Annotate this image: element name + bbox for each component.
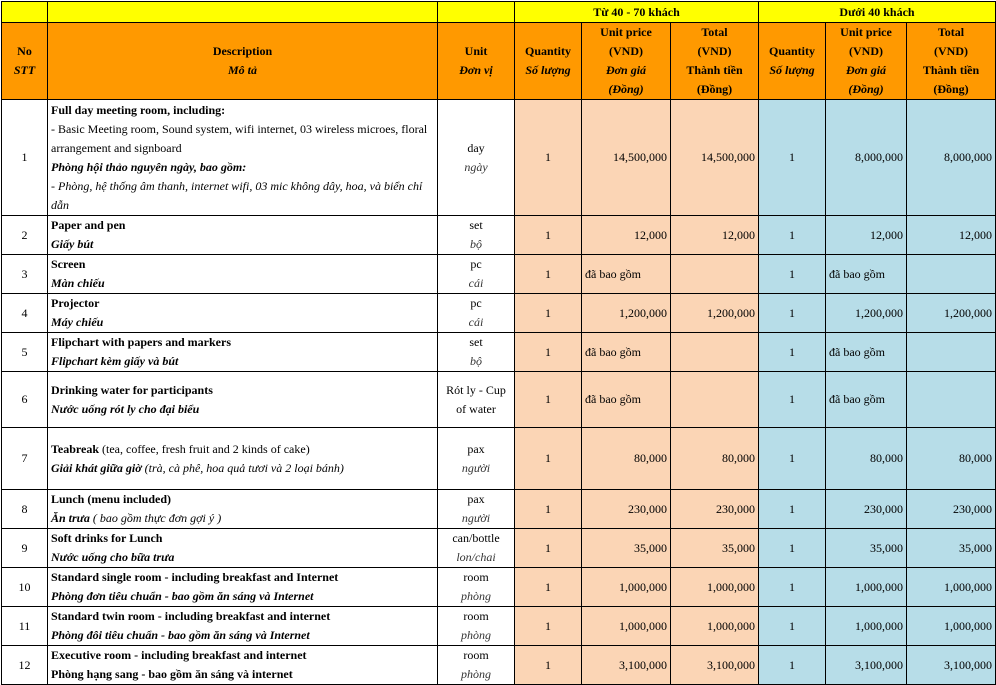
total-a: 12,000 [671,216,759,255]
total-a: 1,000,000 [671,607,759,646]
total-b: 12,000 [907,216,996,255]
row-unit: set bộ [438,216,515,255]
col-unit-price-b: Unit price (VND) Đơn giá (Đồng) [826,23,907,100]
row-number: 8 [2,490,48,529]
qty-b: 1 [759,428,826,490]
total-b: 1,200,000 [907,294,996,333]
total-a [671,333,759,372]
total-b: 35,000 [907,529,996,568]
row-description: Executive room - including breakfast and internet Phòng hạng sang - bao gồm ăn sáng và internet [48,646,438,685]
total-b: 8,000,000 [907,100,996,216]
qty-b: 1 [759,646,826,685]
table-row [2,255,996,294]
price-a: 1,000,000 [582,607,671,646]
table-row [2,372,996,428]
qty-a: 1 [515,568,582,607]
row-description: Soft drinks for Lunch Nước uống cho bữa trưa [48,529,438,568]
row-description: Flipchart with papers and markers Flipchart kèm giấy và bút [48,333,438,372]
table-row [2,294,996,333]
total-b [907,255,996,294]
total-b: 1,000,000 [907,607,996,646]
table-row [2,100,996,216]
row-number: 5 [2,333,48,372]
qty-a: 1 [515,333,582,372]
qty-b: 1 [759,100,826,216]
total-a: 14,500,000 [671,100,759,216]
qty-b: 1 [759,216,826,255]
row-number: 6 [2,372,48,428]
price-a: đã bao gồm [582,372,671,428]
price-a: 12,000 [582,216,671,255]
col-total-b: Total (VND) Thành tiền (Đồng) [907,23,996,100]
price-b: 80,000 [826,428,907,490]
price-a: 14,500,000 [582,100,671,216]
table-row [2,568,996,607]
row-unit: room phòng [438,607,515,646]
total-a: 35,000 [671,529,759,568]
total-a: 230,000 [671,490,759,529]
qty-b: 1 [759,372,826,428]
row-unit: day ngày [438,100,515,216]
qty-a: 1 [515,372,582,428]
total-b: 3,100,000 [907,646,996,685]
row-description: Full day meeting room, including: - Basic Meeting room, Sound system, wifi internet, 03 wireless microes, floral arrangement and signboard Phòng hội thảo nguyên ngày, bao gồm: - Phòng, hệ thống âm thanh, internet wifi, 03 mic không dây, hoa, và biển chỉ dẫn [48,100,438,216]
row-unit: set bộ [438,333,515,372]
row-unit: pax người [438,428,515,490]
row-description: Paper and pen Giấy bút [48,216,438,255]
row-description: Projector Máy chiếu [48,294,438,333]
qty-b: 1 [759,294,826,333]
price-a: 230,000 [582,490,671,529]
row-description: Lunch (menu included) Ăn trưa ( bao gồm thực đơn gợi ý ) [48,490,438,529]
price-b: 1,000,000 [826,568,907,607]
qty-a: 1 [515,428,582,490]
price-a: 1,200,000 [582,294,671,333]
row-unit: room phòng [438,568,515,607]
col-quantity-a: Quantity Số lượng [515,23,582,100]
price-a: 35,000 [582,529,671,568]
qty-b: 1 [759,568,826,607]
qty-a: 1 [515,646,582,685]
col-quantity-b: Quantity Số lượng [759,23,826,100]
header-blank-1 [2,2,48,23]
row-unit: Rót ly - Cup of water [438,372,515,428]
row-description: Screen Màn chiếu [48,255,438,294]
price-b: đã bao gồm [826,255,907,294]
row-number: 1 [2,100,48,216]
header-blank-3 [438,2,515,23]
total-b [907,333,996,372]
row-number: 12 [2,646,48,685]
col-description: Description Mô tả [48,23,438,100]
header-blank-2 [48,2,438,23]
row-unit: room phòng [438,646,515,685]
row-description: Drinking water for participants Nước uống rót ly cho đại biểu [48,372,438,428]
qty-b: 1 [759,607,826,646]
row-unit: can/bottle lon/chai [438,529,515,568]
row-description: Standard twin room - including breakfast and internet Phòng đôi tiêu chuẩn - bao gồm ăn sáng và Internet [48,607,438,646]
row-number: 10 [2,568,48,607]
price-b: 1,000,000 [826,607,907,646]
row-unit: pc cái [438,255,515,294]
qty-b: 1 [759,529,826,568]
col-unit: Unit Đơn vị [438,23,515,100]
price-b: 12,000 [826,216,907,255]
price-b: 3,100,000 [826,646,907,685]
price-b: 35,000 [826,529,907,568]
price-b: 1,200,000 [826,294,907,333]
total-b: 1,000,000 [907,568,996,607]
qty-b: 1 [759,333,826,372]
table-row [2,646,996,685]
row-unit: pc cái [438,294,515,333]
total-a: 1,200,000 [671,294,759,333]
price-a: 80,000 [582,428,671,490]
price-b: đã bao gồm [826,333,907,372]
table-row [2,529,996,568]
row-description: Standard single room - including breakfast and Internet Phòng đơn tiêu chuẩn - bao gồm ăn sáng và Internet [48,568,438,607]
row-number: 2 [2,216,48,255]
col-no: No STT [2,23,48,100]
row-number: 9 [2,529,48,568]
total-b [907,372,996,428]
total-b: 80,000 [907,428,996,490]
qty-a: 1 [515,490,582,529]
qty-a: 1 [515,607,582,646]
col-unit-price-a: Unit price (VND) Đơn giá (Đồng) [582,23,671,100]
qty-b: 1 [759,255,826,294]
total-a: 3,100,000 [671,646,759,685]
qty-b: 1 [759,490,826,529]
qty-a: 1 [515,255,582,294]
col-total-a: Total (VND) Thành tiền (Đồng) [671,23,759,100]
price-a: đã bao gồm [582,255,671,294]
total-a [671,372,759,428]
qty-a: 1 [515,294,582,333]
row-unit: pax người [438,490,515,529]
qty-a: 1 [515,216,582,255]
price-b: 8,000,000 [826,100,907,216]
total-a: 1,000,000 [671,568,759,607]
table-row [2,428,996,490]
price-a: đã bao gồm [582,333,671,372]
row-number: 4 [2,294,48,333]
table-row [2,607,996,646]
table-row [2,490,996,529]
row-description: Teabreak (tea, coffee, fresh fruit and 2 kinds of cake) Giải khát giữa giờ (trà, cà phê, hoa quả tươi và 2 loại bánh) [48,428,438,490]
qty-a: 1 [515,100,582,216]
price-a: 1,000,000 [582,568,671,607]
qty-a: 1 [515,529,582,568]
row-number: 11 [2,607,48,646]
total-b: 230,000 [907,490,996,529]
price-b: 230,000 [826,490,907,529]
table-row [2,216,996,255]
price-a: 3,100,000 [582,646,671,685]
total-a: 80,000 [671,428,759,490]
row-number: 3 [2,255,48,294]
group-under-40: Dưới 40 khách [759,2,996,23]
table-row [2,333,996,372]
price-table [1,1,996,685]
row-number: 7 [2,428,48,490]
price-b: đã bao gồm [826,372,907,428]
total-a [671,255,759,294]
group-40-70: Từ 40 - 70 khách [515,2,759,23]
